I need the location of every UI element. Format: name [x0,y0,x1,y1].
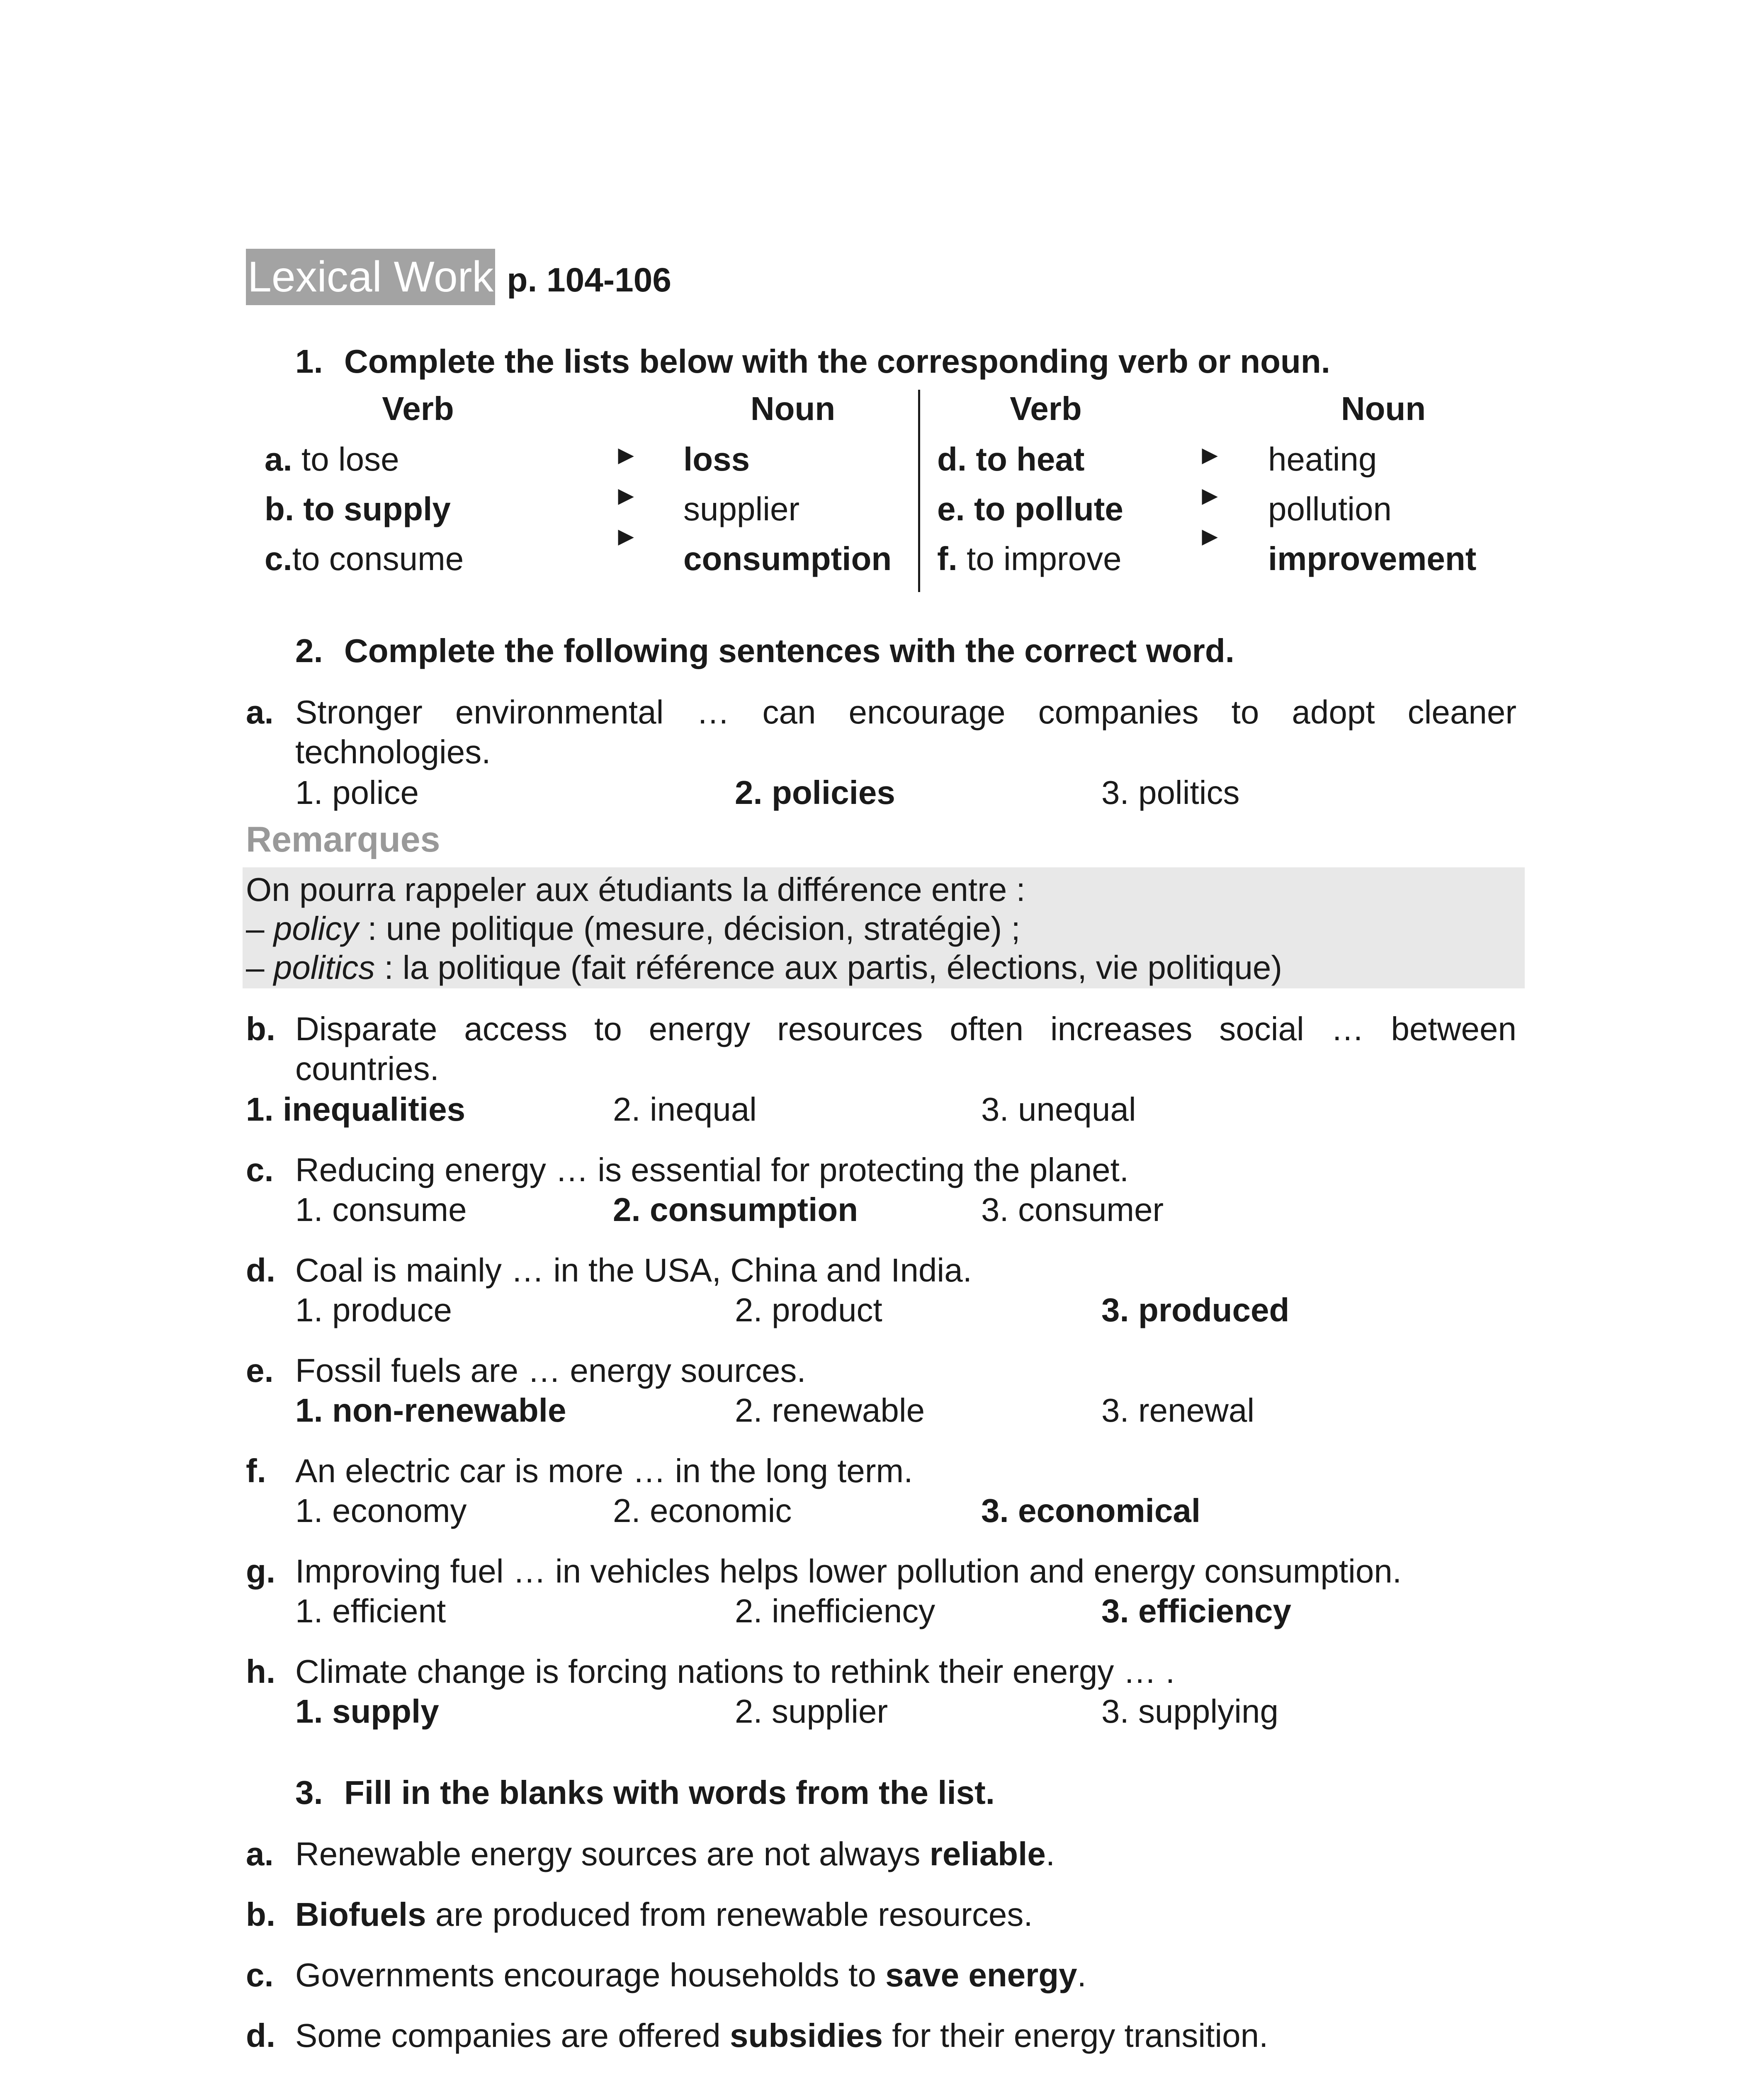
ex2-option: 1. economy [295,1492,467,1529]
sentence-text: Some companies are offered [295,2017,730,2054]
term-politics: politics [273,949,375,986]
ex1-row-b: b. to supply [265,490,451,527]
ex3-letter-a: a. [246,1835,274,1872]
remarques-line-3 [246,948,1282,988]
ex1-row-c [265,539,464,579]
exercise-3-heading [295,1774,995,1812]
answer-word: reliable [929,1835,1046,1872]
ex1-letter: c. [265,540,292,577]
answer-word: save energy [885,1956,1077,1993]
ex2-letter-c: c. [246,1151,274,1188]
ex1-noun: loss [683,441,750,478]
ex2-sentence-d: Coal is mainly … in the USA, China and India. [295,1252,972,1289]
ex2-option: 3. supplying [1101,1693,1278,1730]
definition: : une politique (mesure, décision, stratégie) ; [358,910,1020,947]
remarques-box [243,867,1525,988]
ex1-row-d: d. to heat [937,441,1085,478]
ex3-letter-d: d. [246,2017,276,2054]
ex2-option-correct: 3. economical [981,1492,1201,1529]
ex1-letter: f. [937,540,957,577]
ex1-noun: improvement [1268,540,1477,577]
ex2-option: 2. renewable [735,1392,925,1429]
exercise-3-number: 3. [295,1774,323,1811]
dash: – [246,910,274,947]
ex2-option-correct: 3. produced [1101,1291,1290,1328]
ex2-option-correct: 2. consumption [613,1191,858,1228]
ex2-letter-a: a. [246,694,274,731]
page-title [246,249,671,305]
ex2-sentence-b: Disparate access to energy resources often increases social … between [295,1010,1516,1047]
ex2-option: 2. inequal [613,1091,757,1128]
remarques-heading: Remarques [246,820,440,859]
ex2-sentence-g: Improving fuel … in vehicles helps lower pollution and energy consumption. [295,1553,1402,1590]
ex2-letter-b: b. [246,1010,276,1047]
col-noun-right: Noun [1341,390,1426,427]
ex3-sentence-c [295,1955,1086,1995]
ex1-row-e: e. to pollute [937,490,1123,527]
ex1-noun: supplier [683,490,800,527]
ex3-letter-b: b. [246,1896,276,1933]
ex2-option: 2. product [735,1291,882,1328]
ex2-sentence-c: Reducing energy … is essential for protecting the planet. [295,1151,1129,1188]
sentence-text: are produced from renewable resources. [426,1896,1033,1933]
ex2-letter-g: g. [246,1553,276,1590]
ex2-option: 2. inefficiency [735,1592,935,1629]
sentence-text: . [1077,1956,1086,1993]
answer-word: subsidies [730,2017,883,2054]
definition: : la politique (fait référence aux partis, élections, vie politique) [375,949,1283,986]
ex1-letter: a. [265,441,292,478]
ex2-sentence-h: Climate change is forcing nations to rethink their energy … . [295,1653,1175,1690]
sentence-text: for their energy transition. [883,2017,1268,2054]
ex3-sentence-b [295,1895,1033,1935]
remarques-line-1: On pourra rappeler aux étudiants la différence entre : [246,871,1025,908]
ex2-sentence-b-cont: countries. [295,1050,439,1087]
ex2-option: 3. unequal [981,1091,1136,1128]
ex2-option-correct: 3. efficiency [1101,1592,1292,1629]
exercise-1-instruction: Complete the lists below with the corresponding verb or noun. [344,343,1330,380]
exercise-2-heading [295,632,1234,670]
ex2-option: 1. police [295,774,419,811]
page-range: p. 104-106 [507,261,671,299]
ex1-noun: consumption [683,540,892,577]
ex3-sentence-d [295,2016,1268,2056]
ex2-option: 3. politics [1101,774,1240,811]
table-divider [918,390,920,592]
ex2-option: 3. consumer [981,1191,1164,1228]
ex2-option-correct: 1. inequalities [246,1091,466,1128]
arrow-icon: ► [1197,440,1223,470]
ex2-option: 1. produce [295,1291,452,1328]
arrow-icon: ► [613,481,639,510]
ex1-row-f [937,539,1122,579]
ex1-row-a [265,439,399,479]
exercise-2-instruction: Complete the following sentences with the correct word. [344,632,1234,669]
exercise-1-number: 1. [295,343,323,380]
ex2-option: 2. economic [613,1492,792,1529]
arrow-icon: ► [613,440,639,470]
ex2-option-correct: 1. supply [295,1693,439,1730]
ex2-sentence-a: Stronger environmental … can encourage companies to adopt cleaner [295,694,1516,731]
arrow-icon: ► [1197,481,1223,510]
sentence-text: Governments encourage households to [295,1956,886,1993]
ex1-verb: to improve [967,540,1122,577]
ex1-noun: heating [1268,441,1377,478]
sentence-text: . [1045,1835,1055,1872]
remarques-line-2 [246,909,1020,949]
ex1-verb: to lose [301,441,399,478]
arrow-icon: ► [613,521,639,551]
ex2-option: 1. consume [295,1191,467,1228]
ex2-option: 2. supplier [735,1693,888,1730]
section-title: Lexical Work [246,249,495,305]
ex2-letter-f: f. [246,1452,266,1489]
ex2-option-correct: 1. non-renewable [295,1392,566,1429]
col-verb-right: Verb [1010,390,1082,427]
ex2-sentence-f: An electric car is more … in the long term. [295,1452,913,1489]
col-noun-left: Noun [750,390,836,427]
answer-word: Biofuels [295,1896,426,1933]
exercise-1-heading [295,342,1330,381]
col-verb-left: Verb [382,390,454,427]
ex3-letter-c: c. [246,1956,274,1993]
arrow-icon: ► [1197,521,1223,551]
ex2-letter-e: e. [246,1352,274,1389]
ex2-sentence-e: Fossil fuels are … energy sources. [295,1352,806,1389]
ex1-noun: pollution [1268,490,1392,527]
ex2-letter-d: d. [246,1252,276,1289]
ex3-sentence-a [295,1834,1055,1874]
term-policy: policy [273,910,359,947]
exercise-2-number: 2. [295,632,323,669]
ex2-sentence-a-cont: technologies. [295,733,491,770]
sentence-text: Renewable energy sources are not always [295,1835,930,1872]
ex2-option-correct: 2. policies [735,774,895,811]
ex1-verb: to consume [292,540,464,577]
ex2-option: 1. efficient [295,1592,446,1629]
ex2-letter-h: h. [246,1653,276,1690]
ex2-option: 3. renewal [1101,1392,1255,1429]
dash: – [246,949,274,986]
exercise-3-instruction: Fill in the blanks with words from the list. [344,1774,995,1811]
